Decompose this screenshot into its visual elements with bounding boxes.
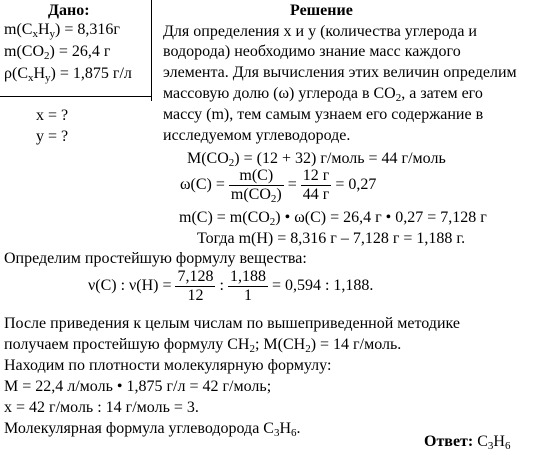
given-mass-hydrocarbon: $m(C_xH_y) = 8,316г$ bbox=[4, 21, 120, 40]
after-line5-x-value: x = 42 г/моль : 14 г/моль = 3. bbox=[4, 399, 199, 416]
given-divider-horizontal bbox=[0, 96, 151, 97]
given-divider-vertical bbox=[151, 0, 152, 101]
after-line3: Находим по плотности молекулярную формулу: bbox=[4, 357, 332, 374]
solution-text-line2: водорода) необходимо знание масс каждого bbox=[163, 43, 461, 60]
find-y: y = ? bbox=[36, 128, 69, 145]
answer: Ответ: $C_3H_6$ bbox=[424, 433, 511, 452]
given-mass-co2: $m(CO_2) = 26,4$ г bbox=[4, 43, 111, 62]
equation-mass-fraction: ω(C) = $\frac{m(C)}{m(CO_2)}$ = $\frac{12 г}{44 г}$ = 0,27 bbox=[180, 167, 377, 205]
simplest-formula-intro: Определим простейшую формулу вещества: bbox=[4, 250, 307, 267]
fraction-mass-c-over-mass-co2: $\frac{m(C)}{m(CO_2)}$ bbox=[230, 167, 282, 205]
equation-molar-mass-co2: $M(CO_2) = (12 + 32)$ г/моль = 44 г/моль bbox=[187, 150, 446, 169]
solution-text-line6: исследуемом углеводороде. bbox=[163, 127, 351, 144]
solution-text-line5: массу (m), тем самым узнаем его содержание в bbox=[163, 106, 484, 123]
solution-text-line4: массовую долю (ω) углерода в $CO_2$, а затем его bbox=[163, 85, 483, 104]
equation-mass-carbon: $m(C) = m(CO_2)$ • ω(C) = 26,4 г • 0,27 = 7,128 г bbox=[179, 209, 487, 228]
solution-header: Решение bbox=[290, 2, 353, 19]
solution-text-line3: элемента. Для вычисления этих величин определим bbox=[163, 64, 517, 81]
fraction-1188-over-1: $\frac{1,188}{1}$ bbox=[229, 268, 266, 304]
fraction-7128-over-12: $\frac{7,128}{12}$ bbox=[177, 268, 214, 304]
after-line1: После приведения к целым числам по вышеприведенной методике bbox=[4, 315, 460, 332]
given-header: Дано: bbox=[48, 2, 90, 19]
after-line6-molecular-formula: Молекулярная формула углеводорода $C_3H_6$. bbox=[4, 420, 301, 439]
fraction-12-over-44: $\frac{12 г}{44 г}$ bbox=[302, 167, 330, 203]
given-density: $\rho(C_xH_y) = 1,875$ г/л bbox=[4, 65, 132, 84]
after-line4-molar-mass: M = 22,4 л/моль • 1,875 г/л = 42 г/моль; bbox=[4, 378, 272, 395]
equation-mass-hydrogen: Тогда m(H) = 8,316 г – 7,128 г = 1,188 г. bbox=[197, 230, 466, 247]
find-x: x = ? bbox=[36, 107, 69, 124]
equation-mole-ratio: ν(C) : ν(H) = $\frac{7,128}{12}$ : $\frac{1,188}{1}$ = 0,594 : 1,188. bbox=[88, 268, 374, 304]
solution-text-line1: Для определения x и y (количества углерода и bbox=[163, 23, 477, 40]
after-line2-simplest-formula: получаем простейшую формулу $CH_2$; $M(CH_2) = 14$ г/моль. bbox=[4, 336, 402, 355]
